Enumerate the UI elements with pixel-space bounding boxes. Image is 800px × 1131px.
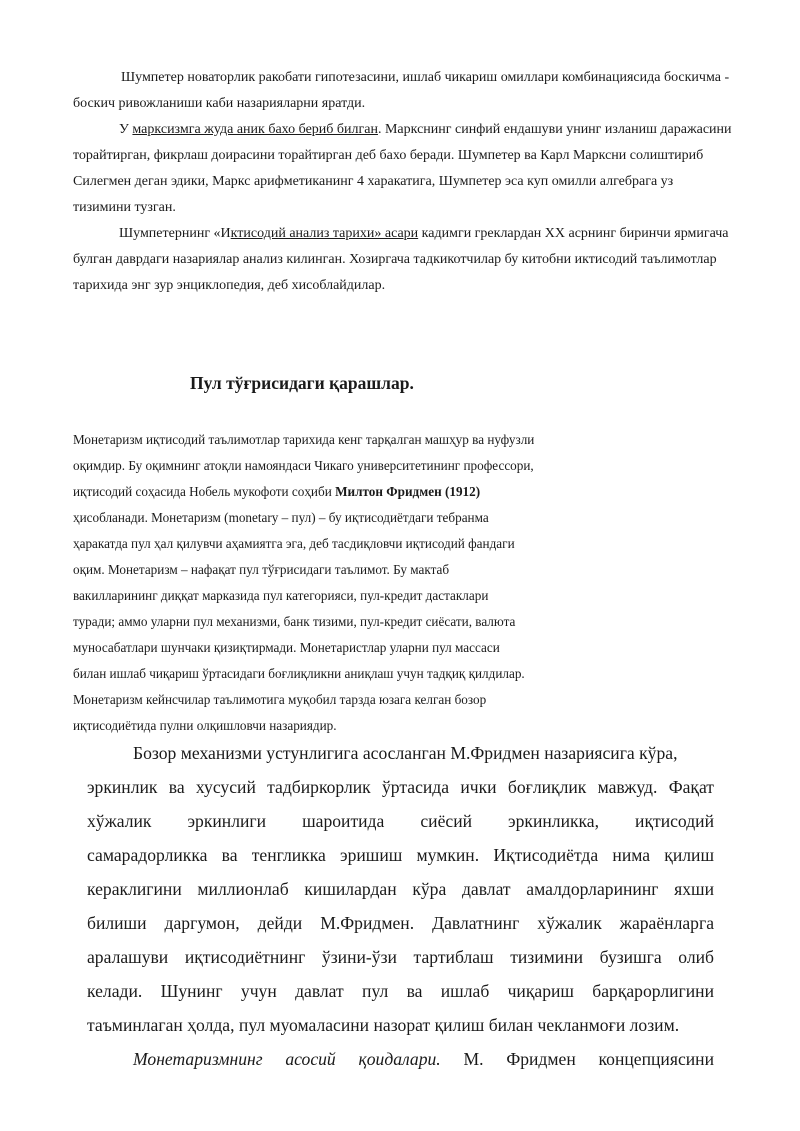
paragraph-line: келади. Шунинг учун давлат пул ва ишлаб чиқариш барқарорлигини [87, 981, 714, 1001]
paragraph-line: Бозор механизми устунлигига асосланган М.Фридмен назариясига кўра, [133, 743, 678, 763]
paragraph-line: хўжалик эркинлиги шароитида сиёсий эркинликка, иқтисодий [87, 811, 714, 831]
text-run: М. Фридмен концепциясини [440, 1049, 714, 1069]
paragraph-line: боскич ривожланиши каби назарияларни яратди. [73, 96, 366, 111]
paragraph-line: Силегмен деган эдики, Маркс арифметиканинг 4 харакатига, Шумпетер эса куп омилли алгебрага уз [73, 174, 674, 189]
text-run: . Маркснинг синфий ендашуви унинг изланиш даражасини [377, 122, 732, 137]
paragraph-line: оқимдир. Бу оқимнинг атоқли намояндаси Чикаго университетининг профессори, [73, 458, 534, 473]
paragraph-line: иқтисодиётида пулни олқишловчи назариядир. [73, 718, 337, 733]
paragraph-line: эркинлик ва хусусий тадбиркорлик ўртасида ички боғлиқлик мавжуд. Фақат [87, 777, 714, 797]
paragraph-line: самарадорликка ва тенгликка эришиш мумкин. Иқтисодиётда нима қилиш [87, 845, 714, 865]
italic-subheading: Монетаризмнинг асосий қоидалари. [133, 1049, 441, 1069]
bold-name: Милтон Фридмен (1912) [335, 484, 481, 499]
paragraph-line: ҳисобланади. Монетаризм (monetary – пул) – бу иқтисодиётдаги тебранма [73, 510, 489, 525]
paragraph-line: булган даврдаги назариялар анализ килинган. Хозиргача тадкикотчилар бу китобни иктисодий таълимотлар [73, 252, 717, 267]
paragraph-line: Монетаризм иқтисодий таълимотлар тарихида кенг тарқалган машҳур ва нуфузли [73, 432, 535, 447]
paragraph-line: туради; аммо уларни пул механизми, банк тизими, пул-кредит сиёсати, валюта [73, 614, 516, 629]
paragraph-line: билиши даргумон, дейди М.Фридмен. Давлатнинг хўжалик жараёнларга [87, 913, 714, 933]
paragraph-line: вакилларининг диққат марказида пул категорияси, пул-кредит дастаклари [73, 588, 489, 603]
text-run: иқтисодий соҳасида Нобель мукофоти соҳиби [73, 484, 336, 499]
paragraph-line: торайтирган, фикрлаш доирасини торайтирган деб бахо беради. Шумпетер ва Карл Марксни солиштириб [73, 148, 704, 163]
paragraph-line [119, 226, 729, 242]
paragraph-line: билан ишлаб чиқариш ўртасидаги боғлиқликни аниқлаш учун тадқиқ қилдилар. [73, 666, 525, 681]
paragraph-line: тарихида энг зур энциклопедия, деб хисоблайдилар. [73, 278, 386, 293]
paragraph-line: Монетаризм кейнсчилар таълимотига муқобил тарзда юзага келган бозор [73, 692, 487, 707]
paragraph-line [119, 122, 732, 138]
underlined-phrase: марксизмга жуда аник бахо бериб билган [132, 122, 378, 137]
section-heading: Пул тўғрисидаги қарашлар. [190, 373, 414, 393]
paragraph-line [133, 1049, 714, 1070]
paragraph-line: муносабатлари шунчаки қизиқтирмади. Монетаристлар уларни пул массаси [73, 640, 500, 655]
paragraph-line: тизимини тузган. [73, 200, 176, 215]
paragraph-line: Шумпетер новаторлик ракобати гипотезасини, ишлаб чикариш омиллари комбинациясида боскичма - [121, 70, 730, 85]
paragraph-line: аралашуви иқтисодиётнинг ўзини-ўзи тартиблаш тизимини бузишга олиб [87, 947, 714, 967]
underlined-phrase: ктисодий анализ тарихи» асари [230, 226, 419, 241]
paragraph-line: ҳаракатда пул ҳал қилувчи аҳамиятга эга, деб тасдиқловчи иқтисодий фандаги [73, 536, 515, 551]
text-run: Шумпетернинг «И [119, 226, 231, 241]
paragraph-line: таъминлаган ҳолда, пул муомаласини назорат қилиш билан чекланмоғи лозим. [87, 1015, 680, 1035]
paragraph-line [73, 484, 480, 500]
paragraph-line: оқим. Монетаризм – нафақат пул тўғрисидаги таълимот. Бу мактаб [73, 562, 450, 577]
paragraph-line: кераклигини миллионлаб кишилардан кўра давлат амалдорларининг яхши [87, 879, 714, 899]
text-run: У [119, 122, 133, 137]
text-run: кадимги греклардан XX асрнинг биринчи ярмигача [418, 226, 729, 241]
